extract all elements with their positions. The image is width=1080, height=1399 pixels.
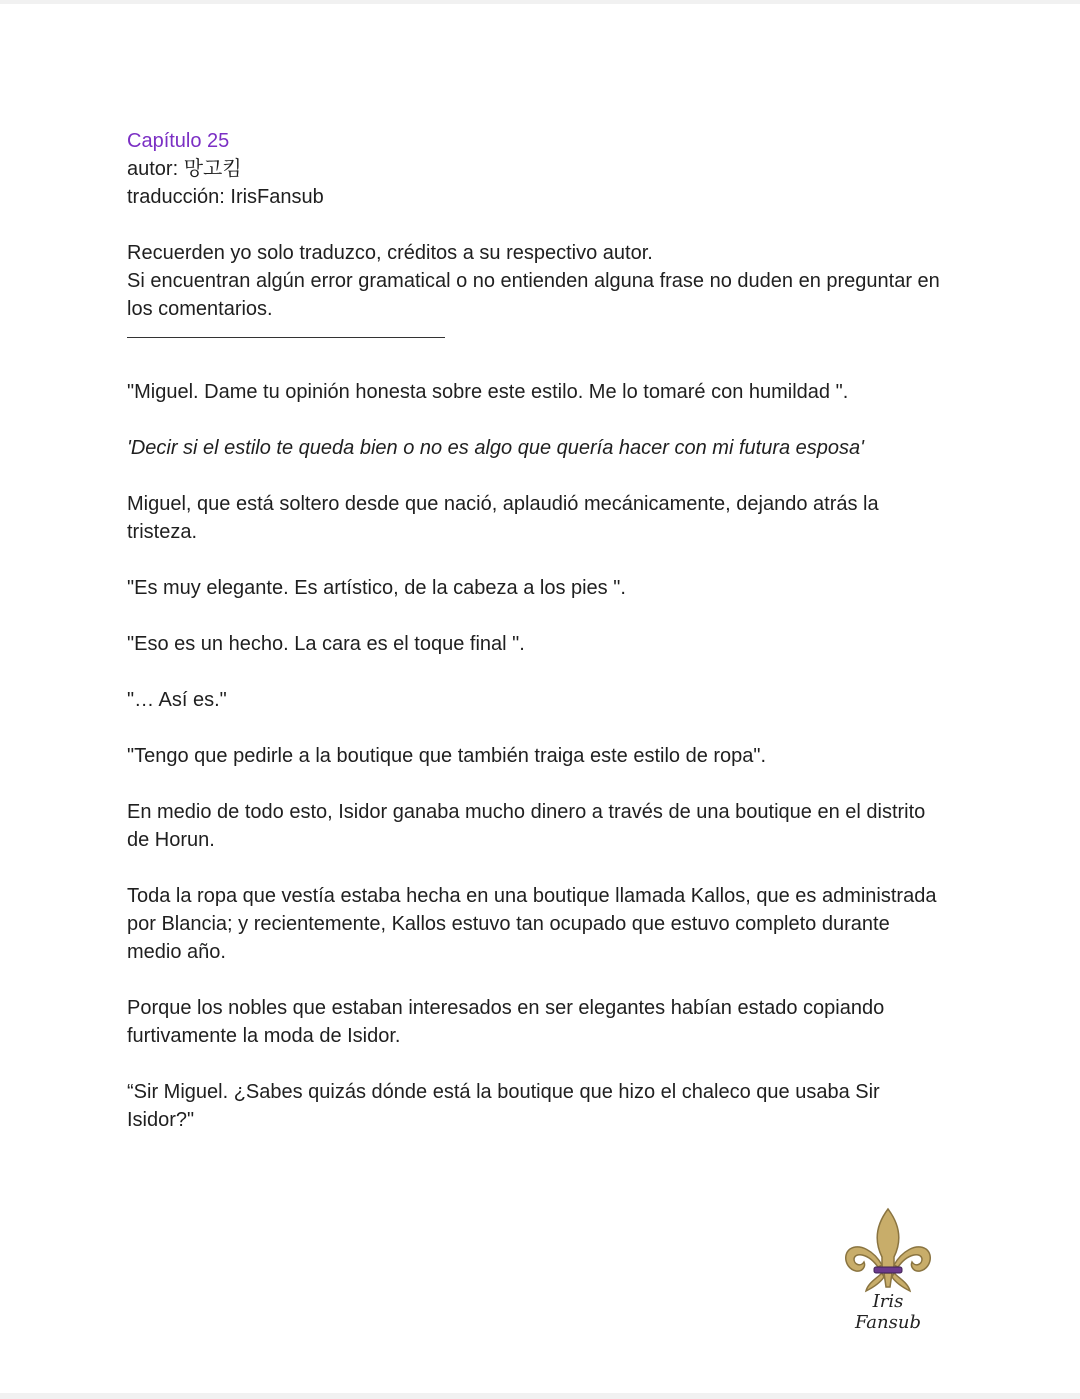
paragraph: "Es muy elegante. Es artístico, de la cabeza a los pies ". bbox=[127, 577, 626, 599]
translation-line: traducción: IrisFansub bbox=[127, 186, 324, 208]
spacer bbox=[127, 1050, 947, 1078]
paragraph: "Tengo que pedirle a la boutique que también traiga este estilo de ropa". bbox=[127, 745, 767, 767]
spacer bbox=[127, 406, 947, 434]
paragraph: “Sir Miguel. ¿Sabes quizás dónde está la boutique que hizo el chaleco que usaba Sir Isidor?" bbox=[127, 1081, 880, 1131]
spacer bbox=[127, 714, 947, 742]
paragraph: En medio de todo esto, Isidor ganaba mucho dinero a través de una boutique en el distrito de Horun. bbox=[127, 801, 926, 851]
notice-line-2: Si encuentran algún error gramatical o no entienden alguna frase no duden en preguntar en los comentarios. bbox=[127, 270, 940, 320]
paragraph: Toda la ropa que vestía estaba hecha en una boutique llamada Kallos, que es administrada por Blancia; y recientemente, Kallos estuvo tan ocupado que estuvo completo durante medio año. bbox=[127, 885, 937, 963]
chapter-title: Capítulo 25 bbox=[127, 130, 230, 152]
logo-text: Iris Fansub bbox=[855, 1291, 921, 1333]
spacer bbox=[127, 658, 947, 686]
spacer bbox=[127, 854, 947, 882]
separator-line bbox=[127, 337, 445, 338]
paragraph: Miguel, que está soltero desde que nació, aplaudió mecánicamente, dejando atrás la tristeza. bbox=[127, 493, 879, 543]
paragraph: "Miguel. Dame tu opinión honesta sobre este estilo. Me lo tomaré con humildad ". bbox=[127, 381, 849, 403]
document-content bbox=[127, 127, 947, 1134]
paragraph: "Eso es un hecho. La cara es el toque final ". bbox=[127, 633, 525, 655]
paragraph: Porque los nobles que estaban interesados en ser elegantes habían estado copiando furtivamente la moda de Isidor. bbox=[127, 997, 885, 1047]
fleur-de-lis-icon bbox=[838, 1207, 938, 1293]
document-page bbox=[0, 4, 1080, 1393]
spacer bbox=[127, 546, 947, 574]
spacer bbox=[127, 966, 947, 994]
spacer bbox=[127, 602, 947, 630]
spacer bbox=[127, 211, 947, 239]
spacer bbox=[127, 462, 947, 490]
notice-line-1: Recuerden yo solo traduzco, créditos a su respectivo autor. bbox=[127, 242, 653, 264]
paragraph: "… Así es." bbox=[127, 689, 227, 711]
paragraph-thought: 'Decir si el estilo te queda bien o no es algo que quería hacer con mi futura esposa' bbox=[127, 437, 864, 459]
spacer bbox=[127, 770, 947, 798]
author-line: autor: 망고킴 bbox=[127, 158, 242, 180]
iris-fansub-logo bbox=[838, 1207, 938, 1333]
